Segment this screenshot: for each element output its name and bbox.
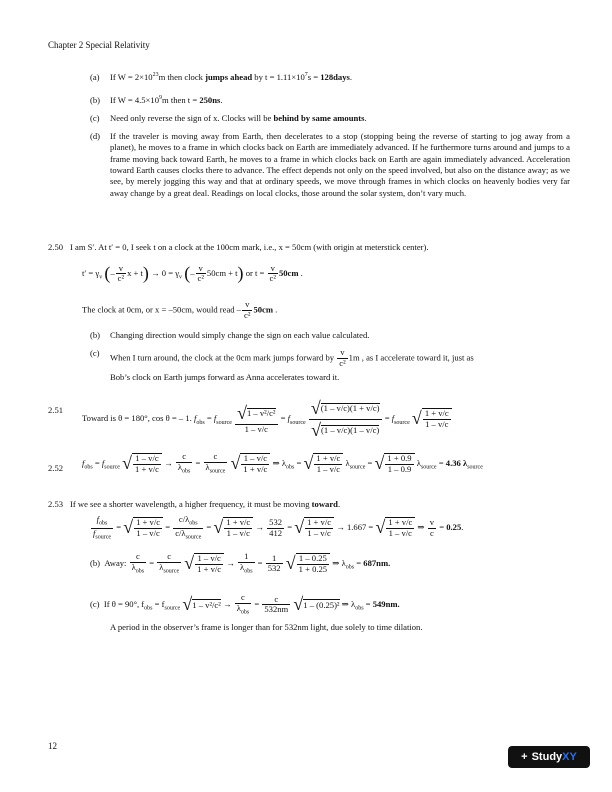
equation: $f_{obs} = f_{source}$ √ $\frac{1 - v/c}{1 + v/c}$ → $\frac{c}{\lambda_{obs}}$ = $\frac{c}{\lambda_{source}}$ √ $\frac{1 - v/c}{1 + v/c}$ ⇒ $\lambda_{obs}$ = √ $\frac{1 + v/c}{1 - v/c}$ $\lambda_{source}$ = √ $\frac{1 + 0.9}{1 - 0.9}$ $\lambda_{source} = 4.36$ $\lambda_{source}$ [82,451,483,475]
equation: $t' = \gamma_v$ (– $\frac{v}{\text{c²}}$ $x + t) \to 0 = \gamma_v$ (– $\frac{v}{\text{c²}}$ 50cm + t) or t = $\frac{v}{\text{c²}}$ 50cm . [82,262,303,284]
problem-intro: I am S′. At t′ = 0, I seek t on a clock at the 100cm mark, i.e., x = 50cm (with origin at meterstick center). [70,242,429,252]
problem-number: 2.53 [48,499,64,509]
studyxy-logo: + Study XY [508,746,590,768]
equation: $\frac{f_{obs}}{f_{source}}$ = √ $\frac{1 + v/c}{1 - v/c}$ = $\frac{c/\lambda_{obs}}{c/\lambda_{source}}$ = √ $\frac{1 + v/c}{1 - v/c}$ → $\frac{532}{412}$ = √ $\frac{1 + v/c}{1 - v/c}$ → 1.667 = √ $\frac{1 + v/c}{1 - v/c}$ ⇒ $\frac{v}{c}$ = 0.25. [93,514,464,541]
plus-icon: + [521,750,528,763]
problem-number: 2.50 [48,242,64,252]
problem-number: 2.52 [48,463,64,473]
note: A period in the observer’s frame is longer than for 532nm light, due solely to time dilation. [110,622,423,632]
equation-b: (b) Away: $\frac{c}{\lambda_{obs}}$ = $\frac{c}{\lambda_{source}}$ √ $\frac{1 - v/c}{1 + v/c}$ → $\frac{1}{\lambda_{obs}}$ = $\frac{1}{532}$ √ $\frac{1 - 0.25}{1 + 0.25}$ ⇒ $\lambda_{obs} = 687nm$. [90,551,391,575]
problem-number: 2.51 [48,405,64,415]
equation-c: (c) If θ = 90°, $f_{obs} = f_{source}$ √1 – v²/c² → $\frac{c}{\lambda_{obs}}$ = $\frac{c}{532nm}$ √1 – (0.25)² ⇒ $\lambda_{obs} = 549nm$. [90,592,400,616]
page-number: 12 [48,741,57,751]
item-d-text: If the traveler is moving away from Earth, then decelerates to a stop (stopping being the reverse of starting to jog away from a planet), he moves to a frame in which clocks back on Earth are immediately advanced. If he furthermore turns around and jumps to a frame moving back toward Earth, he moves to a frame in which clocks back on Earth are again immediately advanced. Acceleration toward Earth causes clocks there to advance. The effect depends not only on the speed involved, but also on the distance away; as we see, by merely jogging this way and that at ordinary speeds, we move through frames in which clocks on heavenly bodies very far away change by a great deal. Readings on local clocks, those around the solar system, don’t vary much. [110,131,570,198]
clock-reading: The clock at 0cm, or x = –50cm, would read – $\frac{v}{\text{c²}}$ 50cm . [82,299,278,320]
problem-intro: If we see a shorter wavelength, a higher frequency, it must be moving toward. [70,499,341,509]
chapter-header: Chapter 2 Special Relativity [48,40,150,50]
equation: Toward is θ = 180°, cos θ = – 1. $f_{obs} = f_{source}$ $\frac{\text{√1 – v²/c²}}{1 - v/c}$ = $f_{source}$ $\frac{√(1 - v/c)(1 + v/c)}{√(1 - v/c)(1 - v/c)}$ = $f_{source}$ √ $\frac{1 + v/c}{1 - v/c}$ [82,398,452,440]
